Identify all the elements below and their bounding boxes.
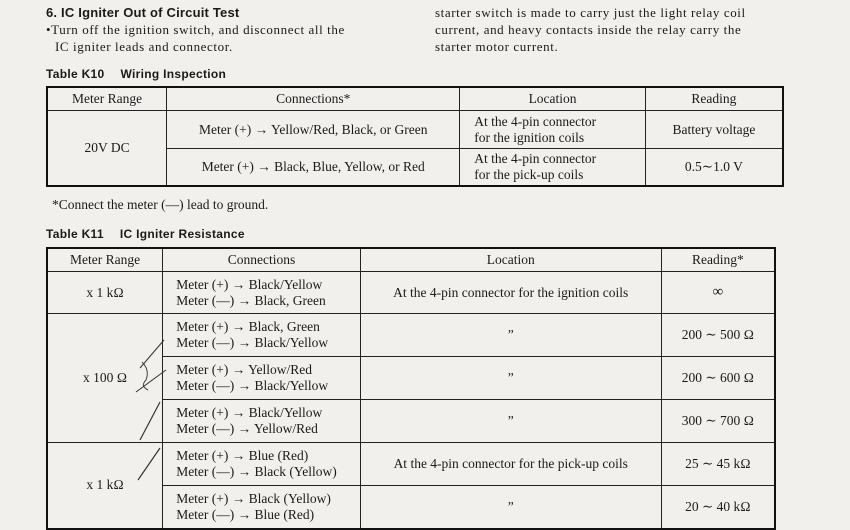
table-header-row (47, 87, 783, 111)
connections-cell: Meter (+) → Black, Blue, Yellow, or Red (167, 149, 460, 186)
location-ditto-cell: ” (360, 357, 661, 400)
location-line: At the 4-pin connector (474, 113, 597, 129)
reading-cell: ∞ (661, 272, 775, 314)
table-header-row (47, 248, 775, 272)
reading-cell: 200 ∼ 600 Ω (661, 357, 775, 400)
location-ditto-cell: ” (360, 314, 661, 357)
location-ditto-cell: ” (360, 486, 661, 529)
table-row (47, 111, 783, 149)
connection-minus: Meter (—) → Blue (Red) (176, 506, 315, 522)
reading-cell: 0.5∼1.0 V (645, 149, 783, 186)
meter-range-cell: 20V DC (47, 111, 167, 186)
connection-minus: Meter (—) → Black/Yellow (176, 378, 329, 393)
location-line: At the 4-pin connector (474, 150, 597, 166)
table-k11-title (46, 227, 245, 241)
reading-cell: 25 ∼ 45 kΩ (661, 443, 775, 486)
section-body-line-2: IC igniter leads and connector. (55, 39, 233, 54)
connections-cell (163, 400, 361, 443)
header-location: Location (360, 248, 661, 272)
connection-minus: Meter (—) → Black/Yellow (176, 335, 329, 350)
location-line: for the ignition coils (474, 129, 585, 145)
location-line: for the pick-up coils (474, 166, 584, 182)
meter-range-cell: x 1 kΩ (47, 443, 163, 529)
header-connections: Connections (163, 248, 361, 272)
connection-plus: Meter (+) → Black/Yellow (176, 405, 323, 421)
footnote: *Connect the meter (—) lead to ground. (52, 197, 269, 212)
header-reading: Reading (645, 87, 783, 111)
reading-cell: Battery voltage (645, 111, 783, 149)
header-reading: Reading* (661, 248, 775, 272)
reading-cell: 20 ∼ 40 kΩ (661, 486, 775, 529)
right-column-line-3: starter motor current. (435, 39, 559, 54)
connections-cell: Meter (+) → Yellow/Red, Black, or Green (167, 111, 460, 149)
meter-range-cell: x 1 kΩ (47, 272, 163, 314)
connections-cell (163, 486, 361, 529)
pen-scribble (130, 330, 190, 490)
location-cell (460, 149, 646, 186)
connection-plus: Meter (+) → Blue (Red) (176, 448, 309, 464)
connection-plus: Meter (+) → Black (Yellow) (176, 490, 331, 506)
connection-plus: Meter (+) → Black, Green (176, 319, 320, 335)
connection-minus: Meter (—) → Yellow/Red (176, 421, 318, 436)
header-connections: Connections* (167, 87, 460, 111)
connection-plus: Meter (+) → Black/Yellow (176, 276, 323, 292)
reading-cell: 200 ∼ 500 Ω (661, 314, 775, 357)
connections-cell (163, 314, 361, 357)
meter-range-cell: x 100 Ω (47, 314, 163, 443)
table-row (47, 272, 775, 314)
reading-cell: 300 ∼ 700 Ω (661, 400, 775, 443)
location-ditto-cell: ” (360, 400, 661, 443)
connections-cell (163, 272, 361, 314)
connection-minus: Meter (—) → Black (Yellow) (176, 464, 337, 479)
table-k10 (46, 86, 784, 187)
connections-cell (163, 357, 361, 400)
table-k11-name: IC Igniter Resistance (119, 227, 245, 241)
header-meter-range: Meter Range (47, 248, 163, 272)
connection-minus: Meter (—) → Black, Green (176, 292, 326, 308)
section-body-line-1: •Turn off the ignition switch, and disconnect all the (46, 22, 345, 37)
section-title: 6. IC Igniter Out of Circuit Test (46, 5, 240, 20)
location-cell: At the 4-pin connector for the pick-up coils (360, 443, 661, 486)
table-k10-title (46, 67, 226, 81)
location-cell (460, 111, 646, 149)
header-meter-range: Meter Range (47, 87, 167, 111)
header-location: Location (460, 87, 646, 111)
connection-plus: Meter (+) → Yellow/Red (176, 362, 313, 378)
right-column-line-2: current, and heavy contacts inside the relay carry the (435, 22, 742, 37)
location-cell: At the 4-pin connector for the ignition coils (360, 272, 661, 314)
right-column-line-1: starter switch is made to carry just the light relay coil (435, 5, 746, 20)
table-k11-number: Table K11 (46, 227, 104, 241)
table-k10-number: Table K10 (46, 67, 105, 81)
table-k10-name: Wiring Inspection (120, 67, 227, 81)
connections-cell (163, 443, 361, 486)
